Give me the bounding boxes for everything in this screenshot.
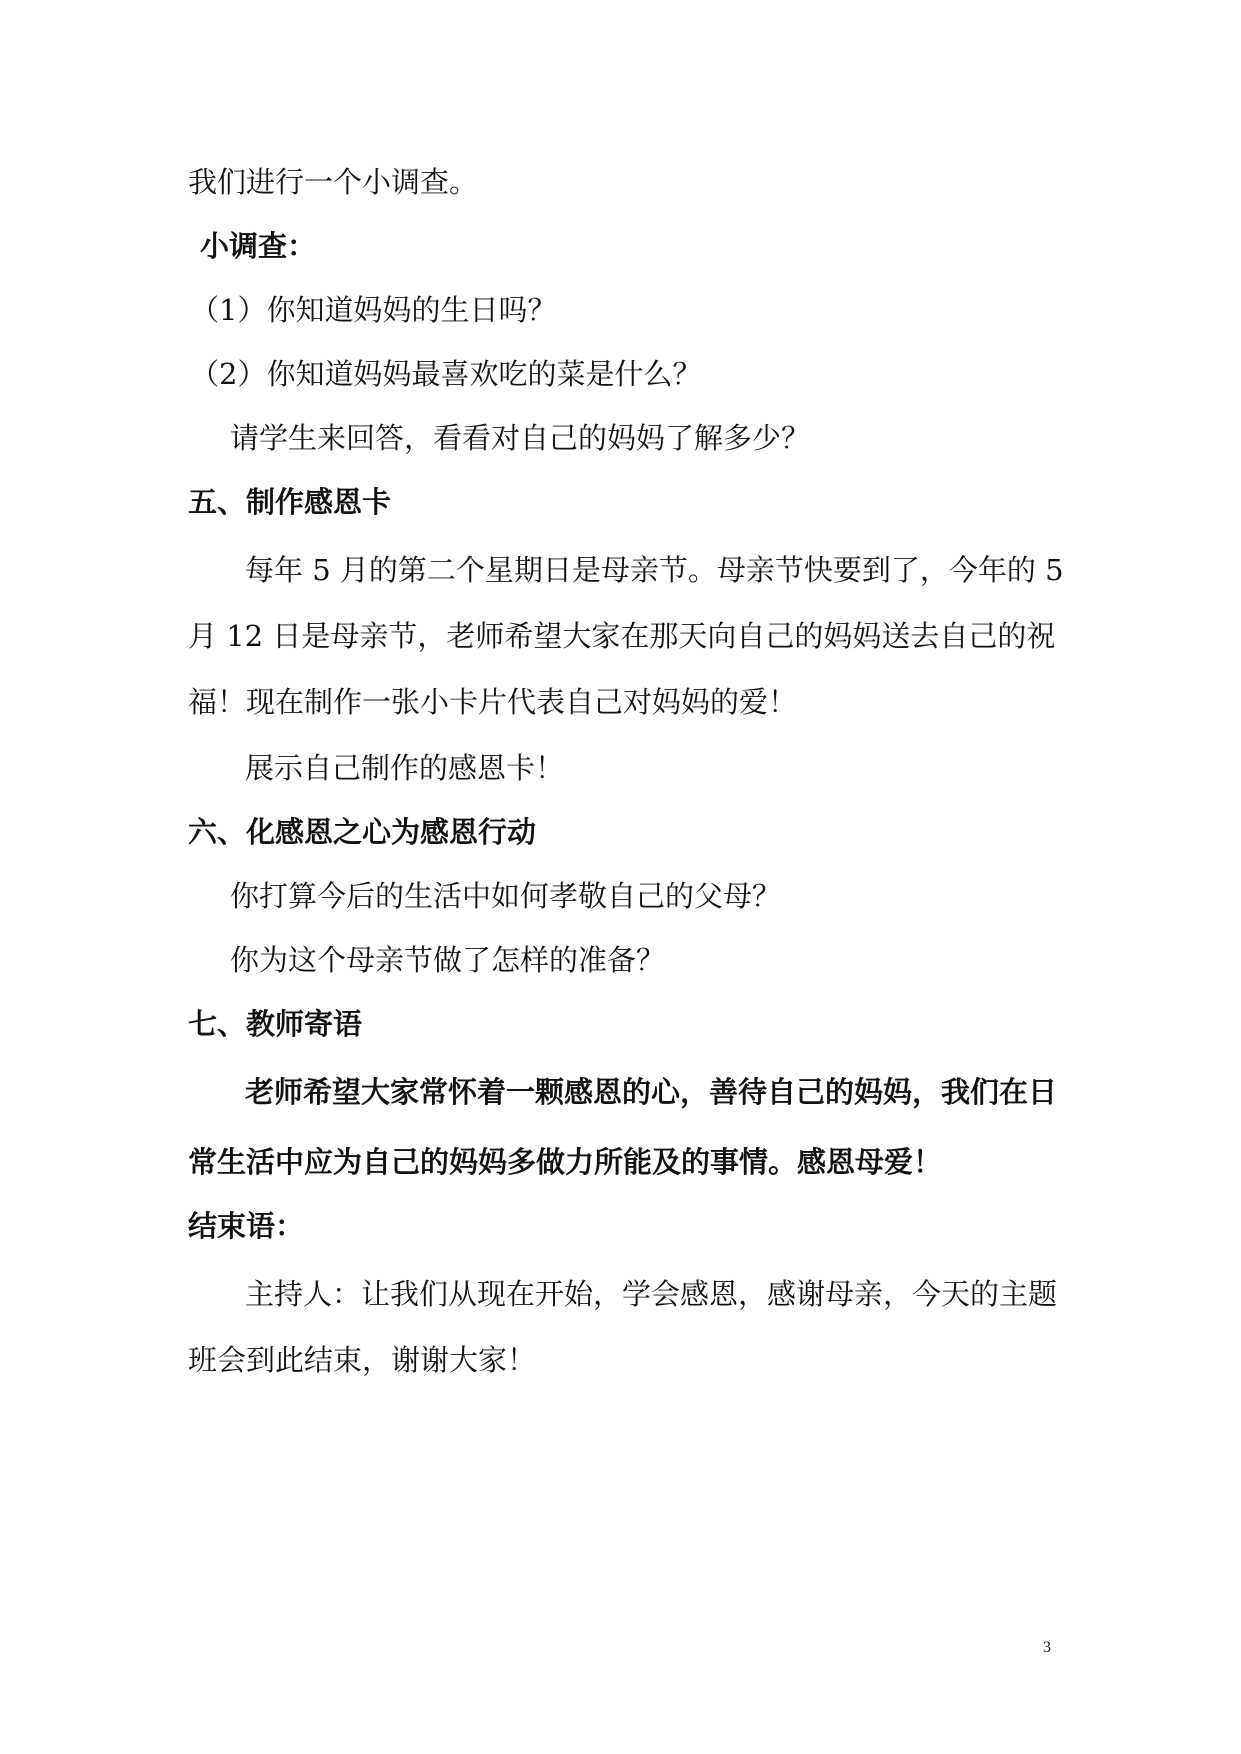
survey-question: （2）你知道妈妈最喜欢吃的菜是什么？ — [190, 357, 702, 391]
page-number: 3 — [1043, 1639, 1051, 1656]
section-heading: 六、化感恩之心为感恩行动 — [188, 815, 537, 849]
section-heading: 结束语： — [188, 1209, 305, 1243]
paragraph-line: 主持人：让我们从现在开始，学会感恩，感谢母亲，今天的主题 — [245, 1277, 1058, 1311]
paragraph-line: 请学生来回答，看看对自己的妈妈了解多少？ — [230, 421, 811, 455]
paragraph-line: 福！现在制作一张小卡片代表自己对妈妈的爱！ — [188, 685, 798, 719]
paragraph-line: 你为这个母亲节做了怎样的准备？ — [230, 943, 666, 977]
paragraph-line: 你打算今后的生活中如何孝敬自己的父母？ — [230, 879, 782, 913]
section-heading: 七、教师寄语 — [188, 1007, 363, 1041]
paragraph-line: 每年 5 月的第二个星期日是母亲节。母亲节快要到了，今年的 5 — [245, 553, 1064, 587]
survey-heading: 小调查： — [200, 229, 317, 263]
paragraph-line: 展示自己制作的感恩卡！ — [245, 751, 565, 785]
paragraph-line: 月 12 日是母亲节，老师希望大家在那天向自己的妈妈送去自己的祝 — [188, 619, 1056, 653]
paragraph-line: 班会到此结束，谢谢大家！ — [188, 1343, 537, 1377]
bold-paragraph-line: 老师希望大家常怀着一颗感恩的心，善待自己的妈妈，我们在日 — [245, 1075, 1058, 1109]
bold-paragraph-line: 常生活中应为自己的妈妈多做力所能及的事情。感恩母爱！ — [188, 1145, 943, 1179]
section-heading: 五、制作感恩卡 — [188, 485, 392, 519]
survey-question: （1）你知道妈妈的生日吗？ — [190, 293, 557, 327]
paragraph-line: 我们进行一个小调查。 — [188, 165, 479, 199]
